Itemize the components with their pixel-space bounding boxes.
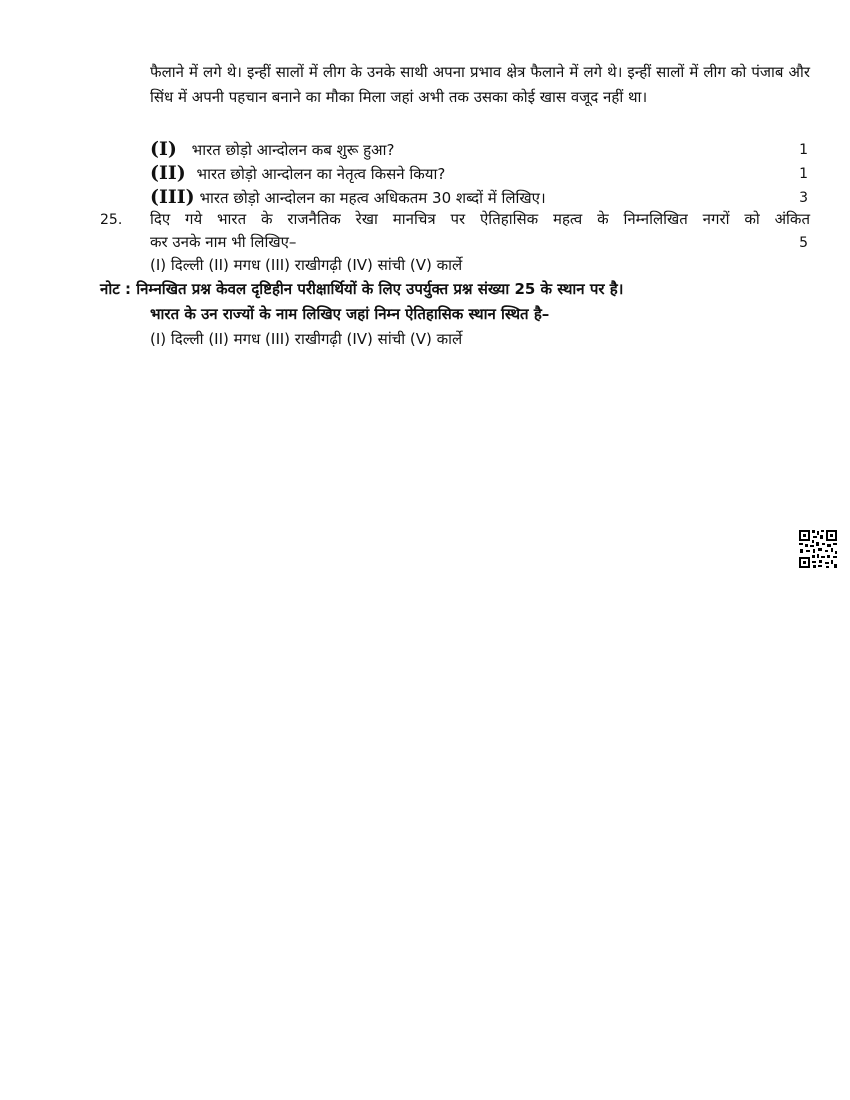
sub-question-marks: 1: [799, 142, 808, 158]
question-25-options: (I) दिल्ली (II) मगध (III) राखीगढ़ी (IV) सांची (V) कार्ले: [150, 256, 463, 274]
note-line-1: नोट : निम्नखित प्रश्न केवल दृष्टिहीन परीक्षार्थियों के लिए उपर्युक्त प्रश्न संख्या 25 के स्थान पर है।: [100, 280, 624, 298]
question-25-line-1: दिए गये भारत के राजनैतिक रेखा मानचित्र पर ऐतिहासिक महत्व के निम्नलिखित नगरों को अंकित: [150, 210, 810, 228]
question-number: 25.: [100, 212, 123, 228]
sub-question-marks: 1: [799, 166, 808, 182]
passage-text: फैलाने में लगे थे। इन्हीं सालों में लीग के उनके साथी अपना प्रभाव क्षेत्र फैलाने में लगे थे। इन्हीं सालों में लीग को पंजाब और सिंध में अपनी पहचान बनाने का मौका मिला जहां अभी तक उसका कोई खास वजूद नहीं था।: [150, 63, 810, 106]
note-options: (I) दिल्ली (II) मगध (III) राखीगढ़ी (IV) सांची (V) कार्ले: [150, 330, 463, 348]
note-line-2: भारत के उन राज्यों के नाम लिखिए जहां निम्न ऐतिहासिक स्थान स्थित है–: [150, 305, 550, 323]
sub-question-text: भारत छोड़ो आन्दोलन का महत्व अधिकतम 30 शब्दों में लिखिए।: [199, 189, 546, 207]
sub-question-1: [150, 137, 394, 162]
sub-question-text: भारत छोड़ो आन्दोलन कब शुरू हुआ?: [191, 141, 395, 159]
sub-question-number: (I): [150, 138, 177, 160]
sub-question-marks: 3: [799, 190, 808, 206]
question-25-line-2: कर उनके नाम भी लिखिए–: [150, 233, 297, 251]
sub-question-text: भारत छोड़ो आन्दोलन का नेतृत्व किसने किया?: [196, 165, 446, 183]
sub-question-2: [150, 161, 445, 186]
sub-question-number: (II): [150, 162, 186, 184]
qr-code-icon: [798, 529, 838, 569]
question-25-marks: 5: [799, 235, 808, 251]
sub-question-number: (III): [150, 186, 195, 208]
